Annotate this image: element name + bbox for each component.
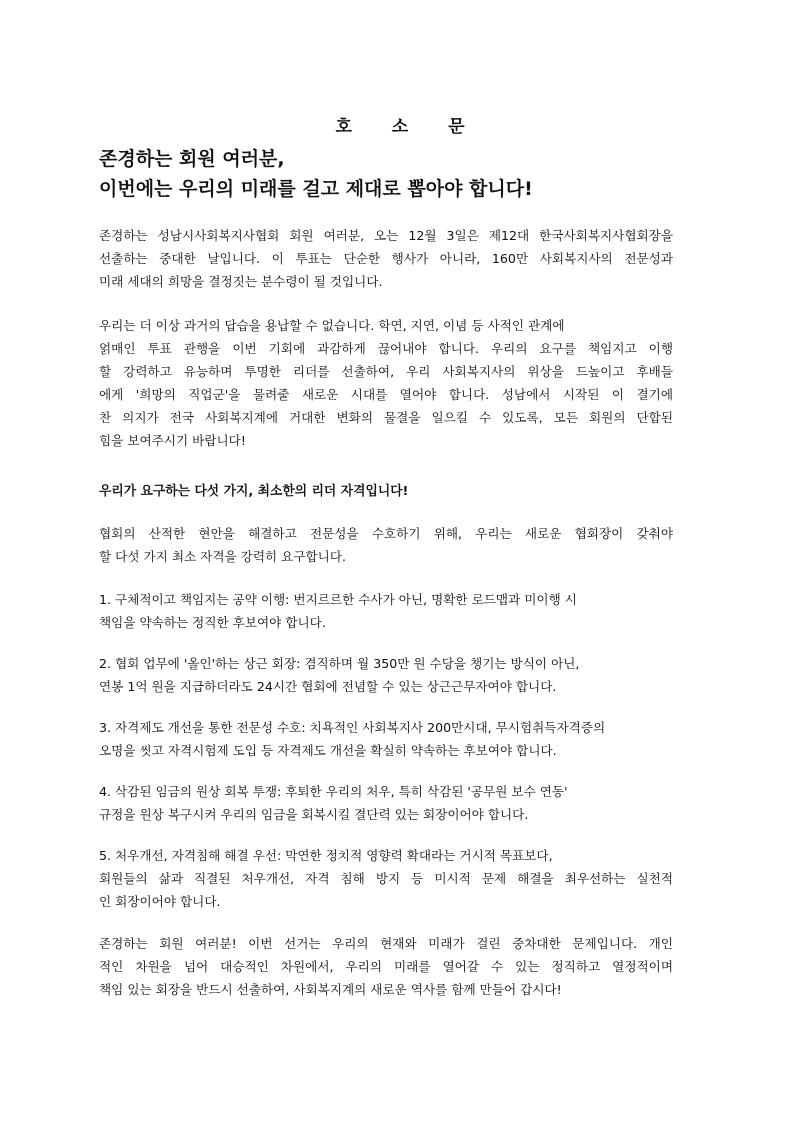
paragraph-line: 미래 세대의 희망을 결정짓는 분수령이 될 것입니다. — [99, 274, 383, 289]
headline-line-1: 존경하는 회원 여러분, — [99, 148, 285, 170]
paragraph-line: 규정을 원상 복구시켜 우리의 임금을 회복시킬 결단력 있는 회장이어야 합니다. — [99, 807, 529, 822]
paragraph-line: 적인 차원을 넘어 대승적인 차원에서, 우리의 미래를 열어갈 수 있는 정직하고 열정적이며 — [99, 959, 673, 974]
paragraph-line: 찬 의지가 전국 사회복지계에 거대한 변화의 물결을 일으킬 수 있도록, 모든 회원의 단합된 — [99, 410, 673, 425]
section-title: 우리가 요구하는 다섯 가지, 최소한의 리더 자격입니다! — [99, 484, 409, 499]
paragraph-line: 얽매인 투표 관행을 이번 기회에 과감하게 끊어내야 합니다. 우리의 요구를 책임지고 이행 — [99, 341, 673, 356]
paragraph-line: 협회의 산적한 현안을 해결하고 전문성을 수호하기 위해, 우리는 새로운 협회장이 갖춰야 — [99, 526, 673, 541]
headline-line-2: 이번에는 우리의 미래를 걸고 제대로 뽑아야 합니다! — [99, 178, 533, 200]
paragraph-line: 회원들의 삶과 직결된 처우개선, 자격 침해 방지 등 미시적 문제 해결을 최우선하는 실천적 — [99, 871, 673, 886]
second-paragraph — [99, 314, 673, 452]
paragraph-line: 2. 협회 업무에 '올인'하는 상근 회장: 겸직하며 월 350만 원 수당을 챙기는 방식이 아닌, — [99, 656, 580, 671]
requirement-item-2 — [99, 652, 673, 698]
paragraph-line: 존경하는 성남시사회복지사협회 회원 여러분, 오는 12월 3일은 제12대 한국사회복지사협회장을 — [99, 228, 673, 243]
paragraph-line: 우리는 더 이상 과거의 답습을 용납할 수 없습니다. 학연, 지연, 이념 등 사적인 관계에 — [99, 318, 565, 333]
paragraph-line: 힘을 보여주시기 바랍니다! — [99, 433, 246, 448]
paragraph-line: 할 강력하고 유능하며 투명한 리더를 선출하여, 우리 사회복지사의 위상을 드높이고 후배들 — [99, 364, 673, 379]
paragraph-line: 4. 삭감된 임금의 원상 회복 투쟁: 후퇴한 우리의 처우, 특히 삭감된 '공무원 보수 연동' — [99, 784, 568, 799]
paragraph-line: 할 다섯 가지 최소 자격을 강력히 요구합니다. — [99, 549, 347, 564]
requirement-item-1 — [99, 588, 673, 634]
paragraph-line: 책임 있는 회장을 반드시 선출하여, 사회복지계의 새로운 역사를 함께 만들어 갑시다! — [99, 982, 562, 997]
paragraph-line: 오명을 씻고 자격시험제 도입 등 자격제도 개선을 확실히 약속하는 후보여야 합니다. — [99, 743, 557, 758]
paragraph-line: 3. 자격제도 개선을 통한 전문성 수호: 치욕적인 사회복지사 200만시대, 무시험취득자격증의 — [99, 720, 606, 735]
paragraph-line: 5. 처우개선, 자격침해 해결 우선: 막연한 정치적 영향력 확대라는 거시적 목표보다, — [99, 848, 553, 863]
requirement-item-4 — [99, 780, 673, 826]
intro-paragraph — [99, 224, 673, 293]
requirement-item-3 — [99, 716, 673, 762]
paragraph-line: 에게 '희망의 직업군'을 물려줄 새로운 시대를 열어야 합니다. 성남에서 시작된 이 결기에 — [99, 387, 673, 402]
closing-paragraph — [99, 932, 673, 1001]
paragraph-line: 책임을 약속하는 정직한 후보여야 합니다. — [99, 615, 326, 630]
section-intro — [99, 522, 673, 568]
requirement-item-5 — [99, 844, 673, 913]
paragraph-line: 인 회장이어야 합니다. — [99, 894, 221, 909]
paragraph-line: 선출하는 중대한 날입니다. 이 투표는 단순한 행사가 아니라, 160만 사회복지사의 전문성과 — [99, 251, 673, 266]
document-title: 호 소 문 — [335, 117, 465, 137]
paragraph-line: 연봉 1억 원을 지급하더라도 24시간 협회에 전념할 수 있는 상근근무자여야 합니다. — [99, 679, 557, 694]
paragraph-line: 1. 구체적이고 책임지는 공약 이행: 번지르르한 수사가 아닌, 명확한 로드맵과 미이행 시 — [99, 592, 577, 607]
paragraph-line: 존경하는 회원 여러분! 이번 선거는 우리의 현재와 미래가 걸린 중차대한 문제입니다. 개인 — [99, 936, 673, 951]
